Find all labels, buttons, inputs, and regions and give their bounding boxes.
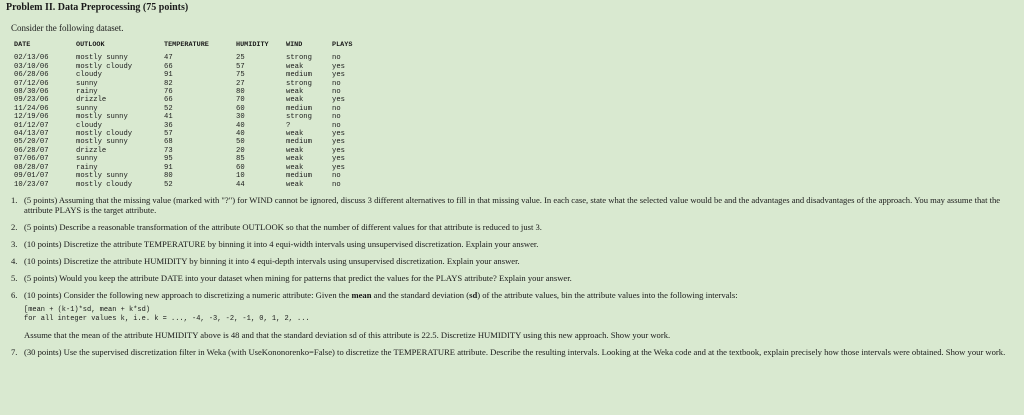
- table-cell: 44: [236, 180, 245, 189]
- table-cell: mostly sunny: [76, 138, 128, 147]
- table-cell: yes: [332, 130, 345, 139]
- table-row: [14, 164, 372, 172]
- table-cell: no: [332, 54, 341, 63]
- table-cell: 68: [164, 138, 173, 147]
- table-cell: 60: [236, 104, 245, 113]
- table-cell: 09/23/06: [14, 96, 49, 105]
- table-cell: no: [332, 180, 341, 189]
- table-cell: 30: [236, 113, 245, 122]
- table-cell: 91: [164, 71, 173, 80]
- table-cell: 03/10/06: [14, 62, 49, 71]
- table-cell: 57: [164, 130, 173, 139]
- table-row: [14, 71, 372, 79]
- table-cell: sunny: [76, 104, 98, 113]
- table-cell: 27: [236, 79, 245, 88]
- table-cell: drizzle: [76, 146, 107, 155]
- table-cell: ?: [286, 121, 291, 130]
- table-cell: yes: [332, 96, 345, 105]
- table-cell: mostly cloudy: [76, 130, 133, 139]
- table-row: [14, 80, 372, 88]
- table-row: [14, 172, 372, 180]
- table-cell: 60: [236, 163, 245, 172]
- header-date: DATE: [14, 41, 31, 49]
- table-cell: weak: [286, 155, 304, 164]
- table-cell: rainy: [76, 88, 98, 97]
- table-row: [14, 105, 372, 113]
- table-row: [14, 54, 372, 62]
- table-cell: yes: [332, 71, 345, 80]
- header-outlook: OUTLOOK: [76, 41, 105, 49]
- table-cell: 76: [164, 88, 173, 97]
- table-row: [14, 130, 372, 138]
- table-cell: 12/19/06: [14, 113, 49, 122]
- table-cell: weak: [286, 62, 304, 71]
- header-plays: PLAYS: [332, 41, 353, 49]
- table-cell: 57: [236, 62, 245, 71]
- table-cell: mostly cloudy: [76, 62, 133, 71]
- table-cell: weak: [286, 146, 304, 155]
- table-cell: no: [332, 88, 341, 97]
- table-cell: yes: [332, 138, 345, 147]
- table-cell: 04/13/07: [14, 130, 49, 139]
- table-cell: 07/12/06: [14, 79, 49, 88]
- table-cell: cloudy: [76, 121, 102, 130]
- question-7: 7. (30 points) Use the supervised discretization filter in Weka (with UseKononorenko=False) to discretize the TEMPERATURE attribute. Describe the resulting intervals. Looking at the Weka code and at the textbook, explain precisely how those intervals were obtained. Show your work.: [11, 347, 1006, 358]
- table-cell: 07/06/07: [14, 155, 49, 164]
- intro-text: Consider the following dataset.: [11, 23, 124, 33]
- question-3: 3. (10 points) Discretize the attribute TEMPERATURE by binning it into 4 equi-width intervals using unsupervised discretization. Explain your answer.: [11, 239, 539, 250]
- table-cell: 36: [164, 121, 173, 130]
- table-cell: drizzle: [76, 96, 107, 105]
- question-list: [6, 195, 1018, 358]
- table-cell: yes: [332, 146, 345, 155]
- table-row: [14, 147, 372, 155]
- table-cell: 80: [164, 172, 173, 181]
- table-cell: 40: [236, 130, 245, 139]
- header-humidity: HUMIDITY: [236, 41, 269, 49]
- table-cell: strong: [286, 113, 312, 122]
- table-cell: 11/24/06: [14, 104, 49, 113]
- table-cell: sunny: [76, 155, 98, 164]
- table-cell: 25: [236, 54, 245, 63]
- table-cell: strong: [286, 79, 312, 88]
- question-5: 5. (5 points) Would you keep the attribute DATE into your dataset when mining for patterns that predict the values for the PLAYS attribute? Explain your answer.: [11, 272, 572, 283]
- table-cell: 66: [164, 96, 173, 105]
- table-row: [14, 63, 372, 71]
- header-temperature: TEMPERATURE: [164, 41, 209, 49]
- table-row: [14, 181, 372, 189]
- table-cell: weak: [286, 180, 304, 189]
- table-cell: 66: [164, 62, 173, 71]
- table-cell: 02/13/06: [14, 54, 49, 63]
- table-cell: rainy: [76, 163, 98, 172]
- table-cell: 10: [236, 172, 245, 181]
- table-cell: 01/12/07: [14, 121, 49, 130]
- table-cell: 75: [236, 71, 245, 80]
- table-cell: 91: [164, 163, 173, 172]
- table-cell: strong: [286, 54, 312, 63]
- table-cell: no: [332, 121, 341, 130]
- question-2: 2. (5 points) Describe a reasonable transformation of the attribute OUTLOOK so that the number of different values for that attribute is reduced to just 3.: [11, 222, 542, 233]
- table-cell: yes: [332, 62, 345, 71]
- header-wind: WIND: [286, 41, 303, 49]
- table-cell: medium: [286, 138, 312, 147]
- table-cell: 40: [236, 121, 245, 130]
- table-cell: 05/20/07: [14, 138, 49, 147]
- table-cell: 85: [236, 155, 245, 164]
- question-4: 4. (10 points) Discretize the attribute HUMIDITY by binning it into 4 equi-depth intervals using unsupervised discretization. Explain your answer.: [11, 256, 520, 267]
- table-cell: 52: [164, 180, 173, 189]
- table-row: [14, 138, 372, 146]
- table-cell: weak: [286, 88, 304, 97]
- table-cell: 95: [164, 155, 173, 164]
- table-cell: cloudy: [76, 71, 102, 80]
- table-cell: 10/23/07: [14, 180, 49, 189]
- table-cell: mostly cloudy: [76, 180, 133, 189]
- table-cell: medium: [286, 104, 312, 113]
- table-cell: weak: [286, 163, 304, 172]
- table-header-row: [14, 41, 372, 54]
- question-1: 1. (5 points) Assuming that the missing value (marked with "?") for WIND cannot be ignored, discuss 3 different alternatives to fill in that missing value. In each case, state what the selected value would be and the advantages and disadvantages of the approach. You may assume that the attribute PLAYS is the target attribute.: [11, 194, 1001, 216]
- table-cell: no: [332, 104, 341, 113]
- table-cell: sunny: [76, 79, 98, 88]
- table-cell: no: [332, 79, 341, 88]
- table-cell: weak: [286, 130, 304, 139]
- table-cell: 08/28/07: [14, 163, 49, 172]
- question-6-followup: Assume that the mean of the attribute HUMIDITY above is 48 and that the standard deviation sd of this attribute is 22.5. Discretize HUMIDITY using this new approach. Show your work.: [24, 330, 671, 341]
- table-cell: 73: [164, 146, 173, 155]
- table-cell: no: [332, 172, 341, 181]
- table-cell: 09/01/07: [14, 172, 49, 181]
- table-cell: 06/28/07: [14, 146, 49, 155]
- problem-title: Problem II. Data Preprocessing (75 points): [6, 2, 189, 13]
- table-row: [14, 122, 372, 130]
- table-cell: 52: [164, 104, 173, 113]
- question-6: 6. (10 points) Consider the following new approach to discretizing a numeric attribute: Given the mean and the standard deviation (sd) of the attribute values, bin the attribute values into the following intervals: [mean + (k-1)*sd, mean + k*sd) for all integer values k, i.e. k = ..., -4, -3, -2, -1, 0, 1, 2, ... Assume that the mean of the attribute HUMIDITY above is 48 and that the standard deviation sd of this attribute is 22.5. Discretize HUMIDITY using this new approach. Show your work.: [6, 290, 1018, 341]
- table-cell: 20: [236, 146, 245, 155]
- table-cell: mostly sunny: [76, 172, 128, 181]
- table-cell: 50: [236, 138, 245, 147]
- dataset-table: [14, 41, 372, 189]
- table-cell: 82: [164, 79, 173, 88]
- table-cell: yes: [332, 155, 345, 164]
- interval-formula: [mean + (k-1)*sd, mean + k*sd) for all integer values k, i.e. k = ..., -4, -3, -2, -1, 0, 1, 2, ...: [24, 306, 310, 324]
- table-cell: no: [332, 113, 341, 122]
- table-row: [14, 96, 372, 104]
- table-cell: weak: [286, 96, 304, 105]
- table-cell: medium: [286, 172, 312, 181]
- table-row: [14, 155, 372, 163]
- table-cell: mostly sunny: [76, 54, 128, 63]
- table-row: [14, 113, 372, 121]
- table-cell: yes: [332, 163, 345, 172]
- table-cell: 41: [164, 113, 173, 122]
- table-cell: 08/30/06: [14, 88, 49, 97]
- table-cell: 70: [236, 96, 245, 105]
- table-cell: medium: [286, 71, 312, 80]
- table-cell: 80: [236, 88, 245, 97]
- table-cell: 47: [164, 54, 173, 63]
- table-cell: 06/28/06: [14, 71, 49, 80]
- table-cell: mostly sunny: [76, 113, 128, 122]
- table-row: [14, 88, 372, 96]
